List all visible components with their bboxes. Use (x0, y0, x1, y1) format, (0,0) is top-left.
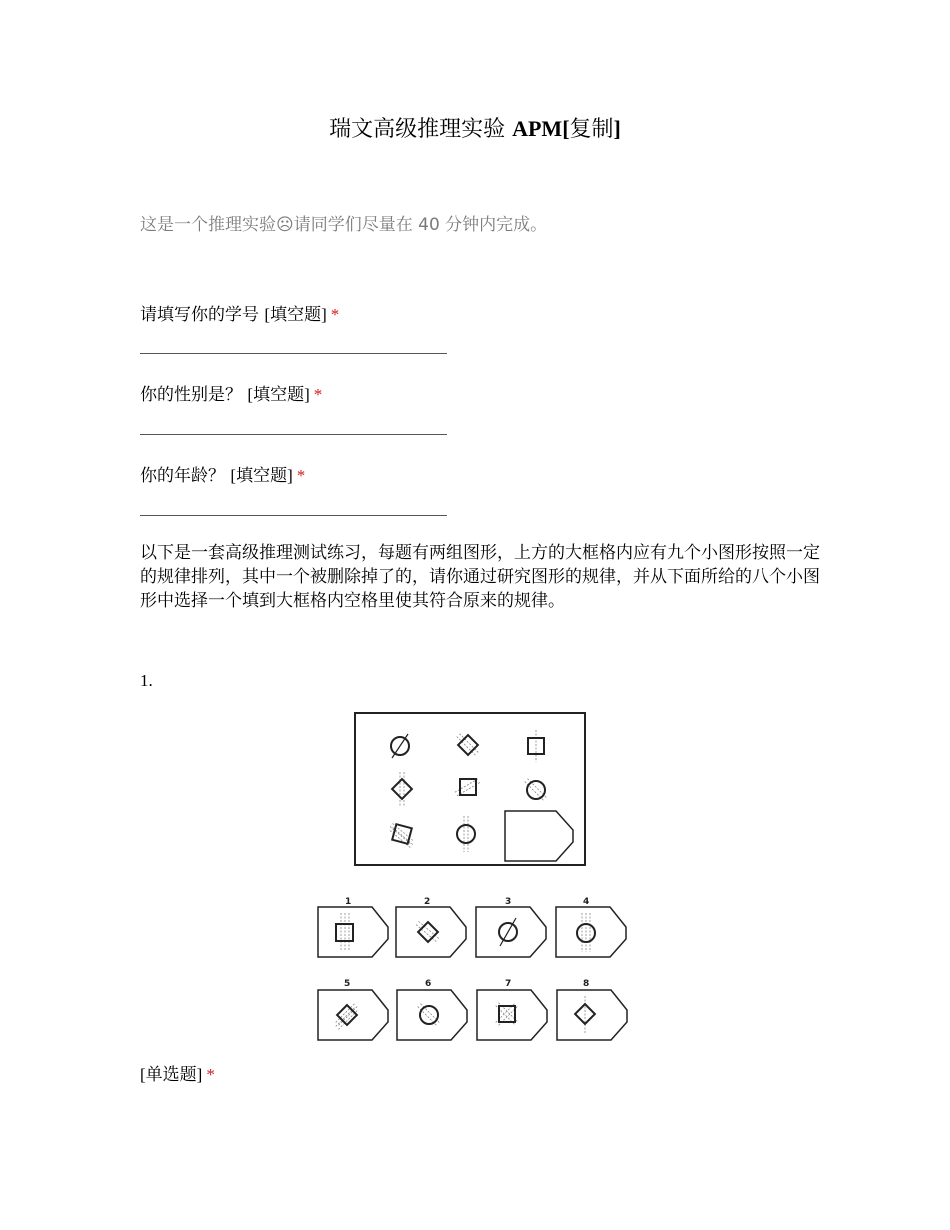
instructions-paragraph: 以下是一套高级推理测试练习，每题有两组图形，上方的大框格内应有九个小图形按照一定的规律排列，其中一个被删除掉了的，请你通过研究图形的规律，并从下面所给的八个小图形中选择一个填到大框格内空格里使其符合原来的规律。 (140, 543, 820, 611)
intro-text: 这是一个推理实验☹请同学们尽量在 40 分钟内完成。 (140, 215, 548, 235)
required-star: * (206, 1065, 215, 1084)
option-1[interactable] (318, 897, 388, 957)
matrix-cell-r1c3 (528, 730, 544, 762)
matrix-cell-r3c2 (457, 816, 475, 852)
title-main: 瑞文高级推理实验 (329, 117, 513, 142)
option-4-label: 4 (583, 897, 590, 907)
question-label: 你的性别是？ (140, 385, 248, 405)
option-2[interactable] (396, 897, 466, 957)
required-star: * (313, 385, 323, 404)
option-7[interactable] (477, 979, 547, 1040)
option-5-label: 5 (344, 979, 351, 989)
question-label: 请填写你的学号 (140, 305, 265, 325)
question-type-tag: [填空题] (264, 305, 327, 324)
question-type-tag: [填空题] (230, 466, 293, 485)
option-5[interactable] (318, 979, 388, 1040)
question-type-tag: [填空题] (247, 385, 310, 404)
question-label: 你的年龄？ (140, 466, 231, 486)
option-8[interactable] (557, 979, 627, 1040)
title-close: ] (613, 116, 621, 141)
option-1-label: 1 (345, 897, 352, 907)
matrix-cell-r1c1 (391, 734, 409, 758)
option-6-label: 6 (425, 979, 432, 989)
option-6[interactable] (397, 979, 467, 1040)
required-star: * (296, 466, 306, 485)
option-4[interactable] (556, 897, 626, 957)
title-bold: APM[ (512, 116, 570, 141)
question-number: 1. (140, 671, 153, 690)
option-2-label: 2 (424, 897, 431, 907)
question-1-type (140, 1060, 215, 1085)
question-type-tag: [单选题] (140, 1065, 203, 1084)
option-3-label: 3 (505, 897, 512, 907)
option-7-label: 7 (505, 979, 512, 989)
matrix-missing-cell (505, 811, 573, 861)
required-star: * (330, 305, 340, 324)
option-3[interactable] (476, 897, 546, 957)
title-suffix: 复制 (569, 117, 614, 142)
matrix-cell-r1c2 (457, 734, 480, 757)
matrix-cell-r2c2 (455, 778, 481, 795)
matrix-cell-r2c1 (392, 772, 412, 806)
option-8-label: 8 (583, 979, 590, 989)
matrix-cell-r3c1 (390, 823, 414, 848)
matrix-cell-r2c3 (525, 779, 548, 802)
